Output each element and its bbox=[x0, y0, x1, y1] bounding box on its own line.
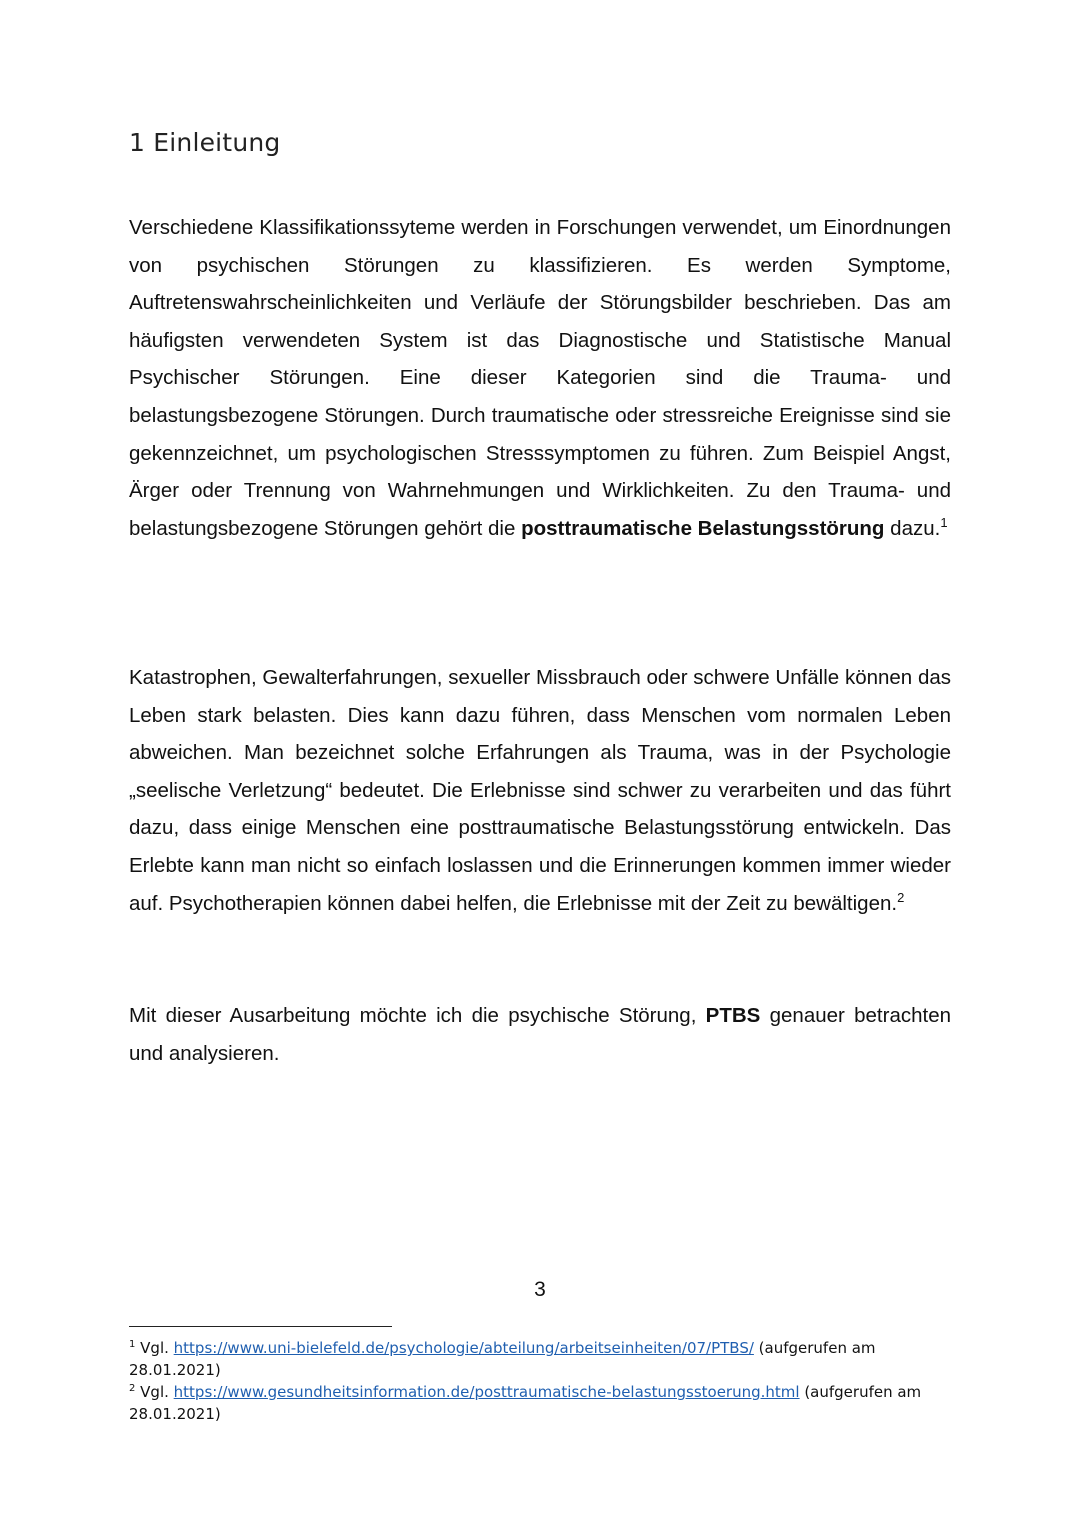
bold-term: PTBS bbox=[705, 1004, 761, 1027]
footnote-prefix: Vgl. bbox=[140, 1383, 174, 1401]
footnote-number: 2 bbox=[129, 1383, 136, 1394]
section-heading: 1 Einleitung bbox=[129, 128, 281, 157]
footnote-link[interactable]: https://www.gesundheitsinformation.de/posttraumatische-belastungsstoerung.html bbox=[173, 1383, 800, 1401]
paragraph-trauma bbox=[129, 659, 951, 922]
footnote-suffix: (aufgerufen am bbox=[753, 1339, 876, 1357]
paragraph-text: genauer betrachten und analysieren. bbox=[129, 1004, 951, 1065]
paragraph-text: Katastrophen, Gewalterfahrungen, sexueller Missbrauch oder schwere Unfälle können das Leben stark belasten. Dies kann dazu führen, dass Menschen vom normalen Leben abweichen. Man bezeichnet solche Erfahrungen als Trauma, was in der Psychologie „seelische Verletzung“ bedeutet. Die Erlebnisse sind schwer zu verarbeiten und das führt dazu, dass einige Menschen eine posttraumatische Belastungsstörung entwickeln. Das Erlebte kann man nicht so einfach loslassen und die Erinnerungen kommen immer wieder auf. Psychotherapien können dabei helfen, die Erlebnisse mit der Zeit zu bewältigen. bbox=[129, 666, 951, 915]
footnote-date: 28.01.2021) bbox=[129, 1361, 221, 1379]
page-number: 3 bbox=[534, 1278, 546, 1301]
paragraph-introduction bbox=[129, 209, 951, 547]
footnote-1 bbox=[129, 1337, 929, 1381]
footnote-separator bbox=[129, 1326, 392, 1327]
paragraph-text: Mit dieser Ausarbeitung möchte ich die psychische Störung, bbox=[129, 1004, 706, 1027]
paragraph-text: dazu. bbox=[884, 516, 941, 540]
footnote-2 bbox=[129, 1381, 929, 1425]
footnote-link[interactable]: https://www.uni-bielefeld.de/psychologie/abteilung/arbeitseinheiten/07/PTBS/ bbox=[173, 1339, 754, 1357]
footnote-suffix: (aufgerufen am bbox=[799, 1383, 922, 1401]
paragraph-text: Verschiedene Klassifikationssyteme werden in Forschungen verwendet, um Einordnungen von psychischen Störungen zu klassifizieren. Es werden Symptome, Auftretenswahrscheinlichkeiten und Verläufe der Störungsbilder beschrieben. Das am häufigsten verwendeten System ist das Diagnostische und Statistische Manual Psychischer Störungen. Eine dieser Kategorien sind die Trauma- und belastungsbezogene Störungen. Durch traumatische oder stressreiche Ereignisse sind sie gekennzeichnet, um psychologischen Stresssymptomen zu führen. Zum Beispiel Angst, Ärger oder Trennung von Wahrnehmungen und Wirklichkeiten. Zu den Trauma- und belastungsbezogene Störungen gehört die bbox=[129, 216, 951, 540]
footnote-reference[interactable]: 2 bbox=[897, 889, 905, 905]
footnote-reference[interactable]: 1 bbox=[940, 514, 948, 530]
footnote-prefix: Vgl. bbox=[140, 1339, 174, 1357]
paragraph-aim bbox=[129, 997, 951, 1072]
footnote-date: 28.01.2021) bbox=[129, 1405, 221, 1423]
footnote-number: 1 bbox=[129, 1339, 136, 1350]
bold-term: posttraumatische Belastungsstörung bbox=[521, 516, 885, 540]
